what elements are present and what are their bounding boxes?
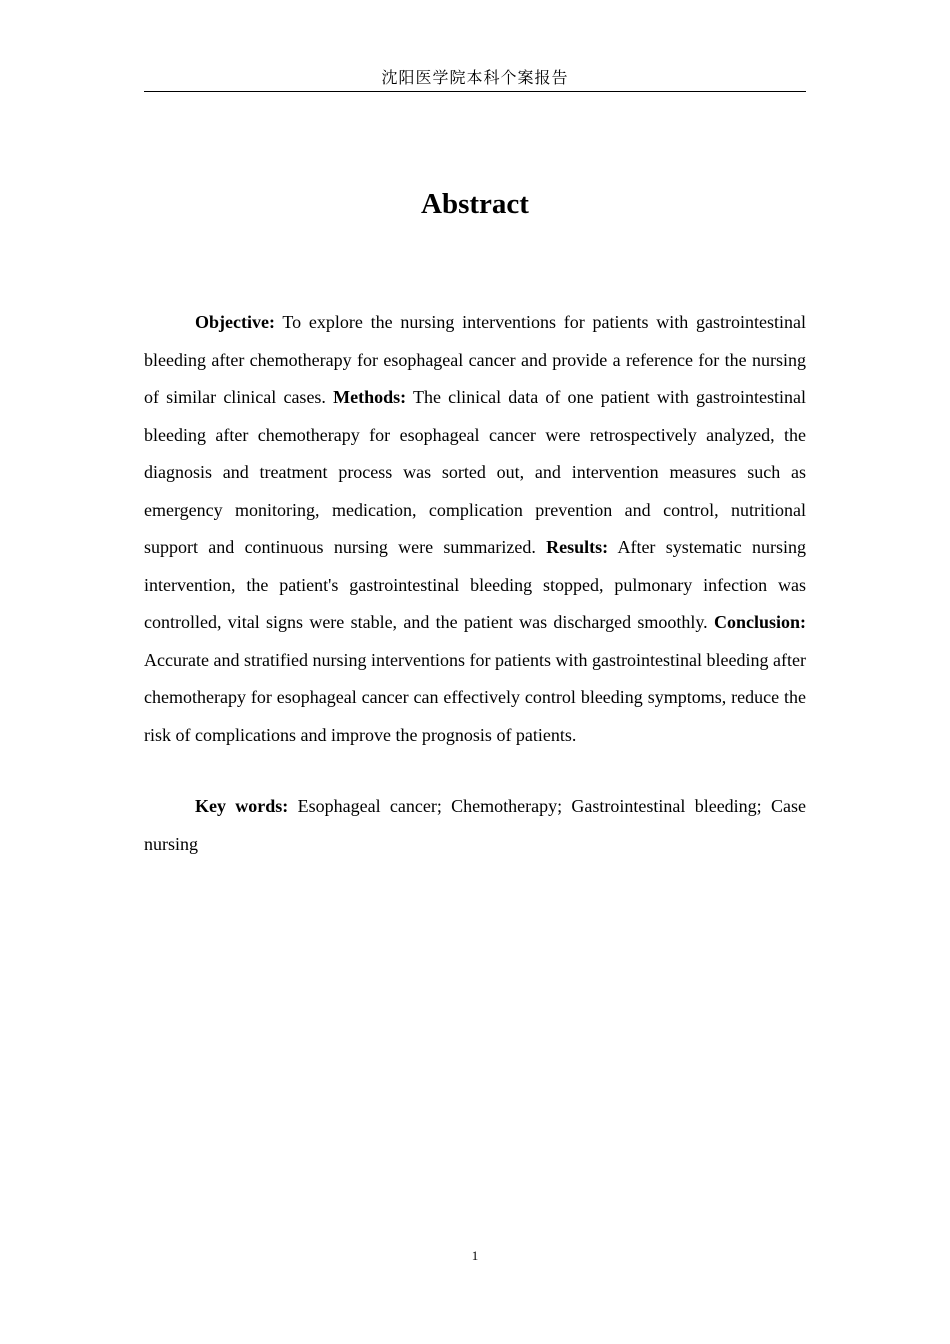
keywords-label: Key words: <box>195 796 289 816</box>
results-text: After systematic nursing intervention, the patient's gastrointestinal bleeding stopped, pulmonary infection was controlled, vital signs were stable, and the patient was discharged smoothly. <box>144 537 806 632</box>
page-header: 沈阳医学院本科个案报告 <box>144 66 806 92</box>
objective-text: To explore the nursing interventions for patients with gastrointestinal bleeding after chemotherapy for esophageal cancer and provide a reference for the nursing of similar clinical cases. <box>144 312 806 407</box>
conclusion-text: Accurate and stratified nursing interventions for patients with gastrointestinal bleeding after chemotherapy for esophageal cancer can effectively control bleeding symptoms, reduce the risk of complications and improve the prognosis of patients. <box>144 649 806 745</box>
conclusion-label: Conclusion: <box>713 612 806 632</box>
methods-text: The clinical data of one patient with gastrointestinal bleeding after chemotherapy for esophageal cancer were retrospectively analyzed, the diagnosis and treatment process was sorted out, and intervention measures such as emergency monitoring, medication, complication prevention and control, nutritional support and continuous nursing were summarized. <box>144 387 806 557</box>
methods-label: Methods: <box>333 387 407 407</box>
results-label: Results: <box>546 537 609 557</box>
keywords-text: Esophageal cancer; Chemotherapy; Gastrointestinal bleeding; Case nursing <box>144 796 806 854</box>
keywords-paragraph <box>144 788 806 863</box>
page-number: 1 <box>471 1248 479 1263</box>
abstract-paragraph <box>144 304 806 754</box>
abstract-title: Abstract <box>421 188 529 220</box>
objective-label: Objective: <box>195 312 275 332</box>
